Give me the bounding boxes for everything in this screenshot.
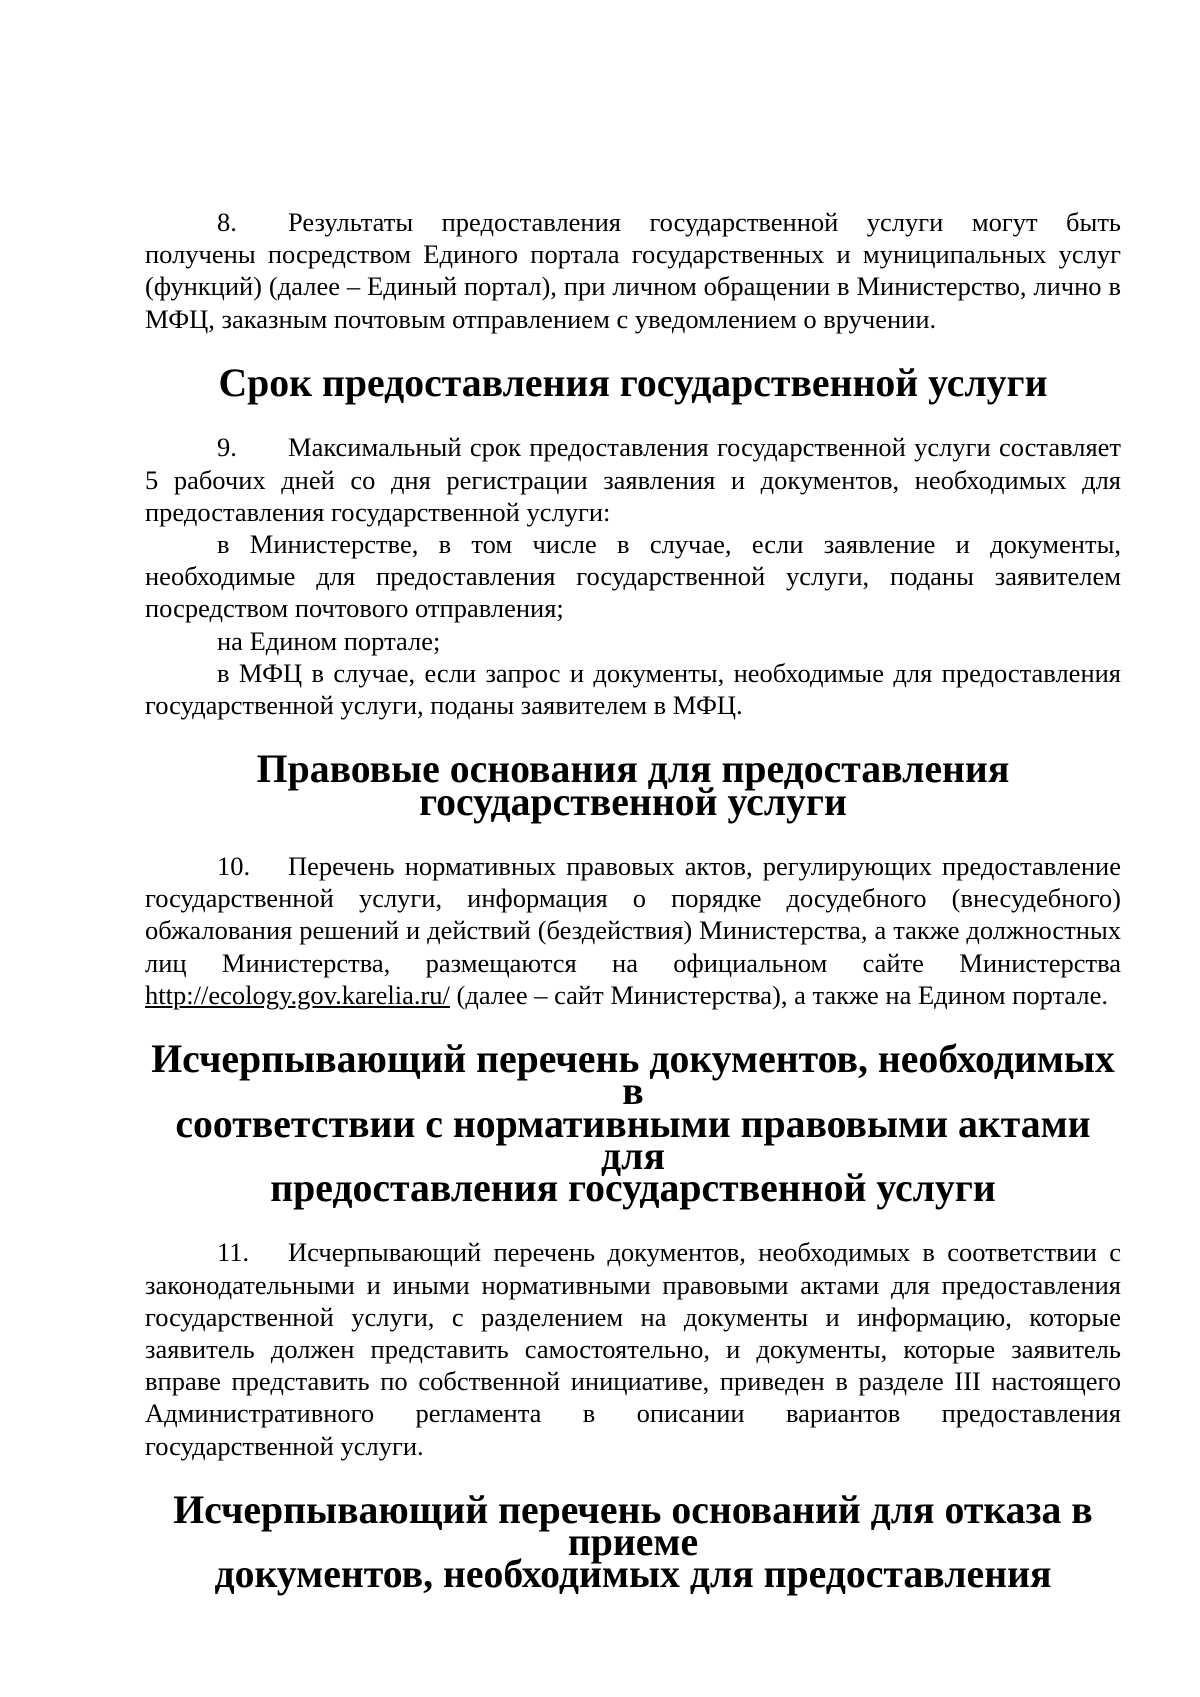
heading-line: Исчерпывающий перечень документов, необходимых в <box>151 1037 1115 1114</box>
paragraph-9-sub-mfc: в МФЦ в случае, если запрос и документы, необходимые для предоставления государственной услуги, поданы заявителем в МФЦ. <box>145 657 1121 721</box>
paragraph-number: 11. <box>217 1237 250 1268</box>
document-page <box>145 206 1121 1597</box>
heading-line: предоставления государственной услуги <box>270 1166 996 1211</box>
paragraph-11 <box>145 1236 1121 1461</box>
paragraph-9-sub-portal: на Едином портале; <box>217 625 441 656</box>
ministry-site-link[interactable]: http://ecology.gov.karelia.ru/ <box>145 979 450 1010</box>
paragraph-text: (далее – сайт Министерства), а также на Едином портале. <box>449 979 1108 1010</box>
paragraph-8 <box>145 206 1121 335</box>
heading-line: соответствии с нормативными правовыми актами для <box>175 1101 1091 1178</box>
paragraph-number: 10. <box>217 851 251 881</box>
paragraph-number: 9. <box>217 432 237 463</box>
heading-line: государственной услуги <box>419 779 847 824</box>
paragraph-text: Максимальный срок предоставления государственной услуги составляет 5 рабочих дней со дня регистрации заявления и документов, необходимых для предоставления государственной услуги: <box>145 432 1121 527</box>
heading-line: Правовые основания для предоставления <box>256 747 1010 792</box>
heading-line: документов, необходимых для предоставления <box>214 1552 1052 1597</box>
section-heading-documents <box>145 1037 1121 1211</box>
paragraph-text: Исчерпывающий перечень документов, необходимых в соответствии с законодательными и иными нормативными правовыми актами для предоставления государственной услуги, с разделением на документы и информацию, которые заявитель должен представить самостоятельно, и документы, которые заявитель вправе представить по собственной инициативе, приведен в разделе III настоящего Административного регламента в описании вариантов предоставления государственной услуги. <box>145 1237 1121 1461</box>
section-heading-refusal <box>145 1488 1121 1597</box>
paragraph-10 <box>145 850 1121 1011</box>
section-heading-term <box>145 361 1121 405</box>
section-heading-legal <box>145 747 1121 824</box>
paragraph-9-sub-ministry: в Министерстве, в том числе в случае, если заявление и документы, необходимые для предоставления государственной услуги, поданы заявителем посредством почтового отправления; <box>145 529 1121 624</box>
paragraph-number: 8. <box>217 207 237 237</box>
paragraph-text: Результаты предоставления государственной услуги могут быть получены посредством Единого портала государственных и муниципальных услуг (функций) (далее – Единый портал), при личном обращении в Министерство, лично в МФЦ, заказным почтовым отправлением с уведомлением о вручении. <box>145 207 1121 334</box>
heading-line: Срок предоставления государственной услуги <box>218 361 1048 405</box>
heading-line: Исчерпывающий перечень оснований для отказа в приеме <box>173 1488 1093 1565</box>
paragraph-9 <box>145 431 1121 528</box>
paragraph-text: Перечень нормативных правовых актов, регулирующих предоставление государственной услуги, информация о порядке досудебного (внесудебного) обжалования решений и действий (бездействия) Министерства, а также должностных лиц Министерства, размещаются на официальном сайте Министерства <box>145 851 1121 978</box>
